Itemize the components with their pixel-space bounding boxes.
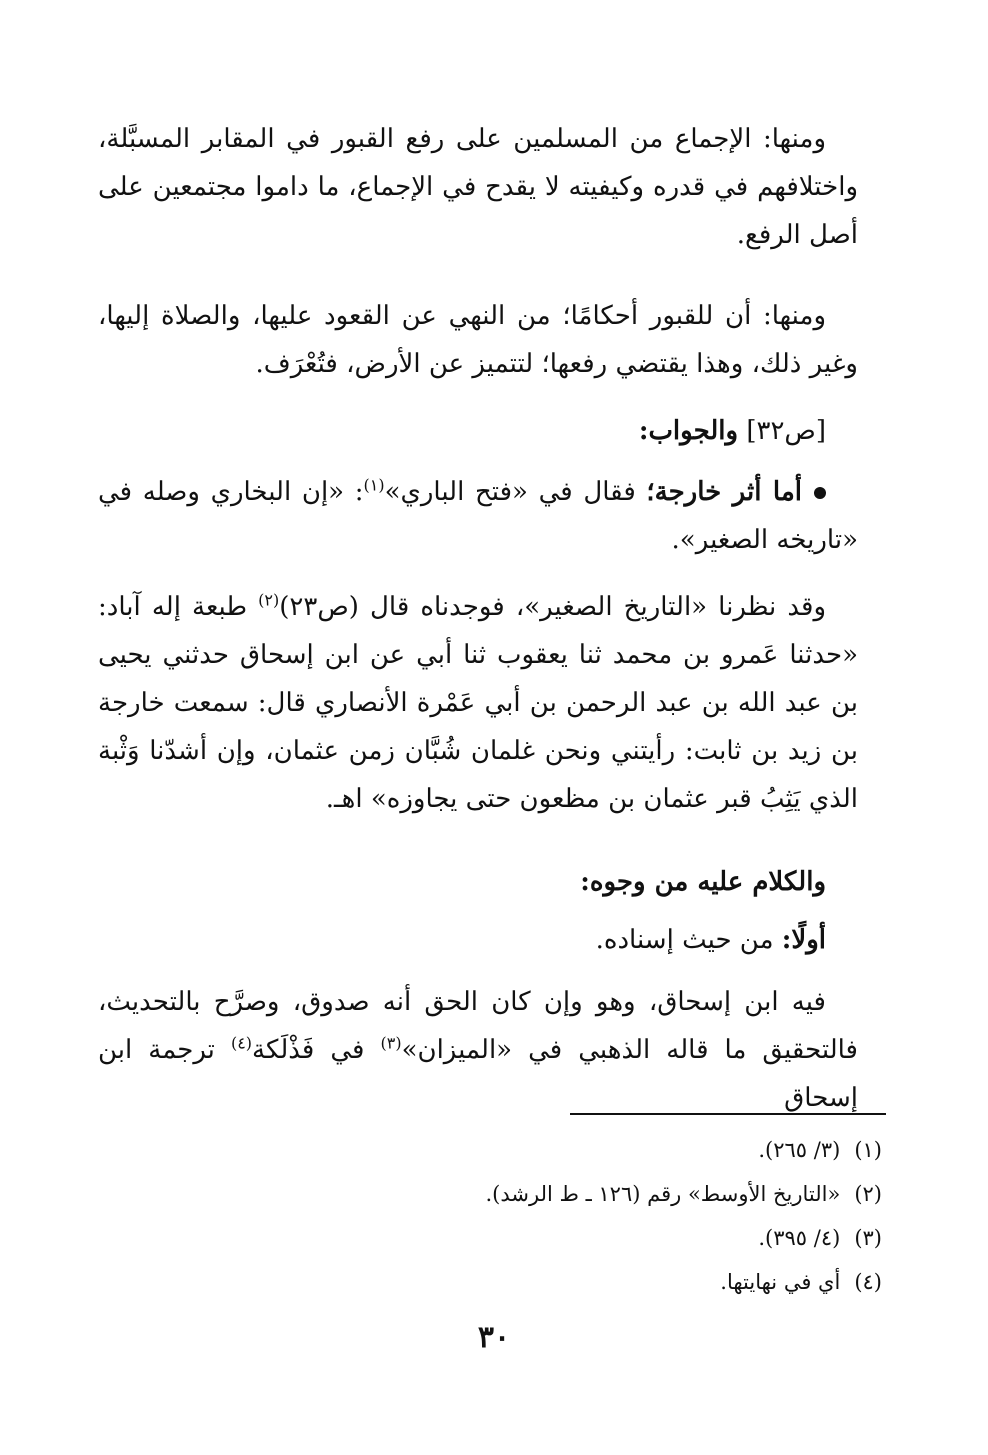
footnote-3 [122,1216,882,1260]
answer-label: والجواب: [638,416,739,446]
footnote-1 [122,1128,882,1172]
footnote-number: (٣) [854,1226,882,1250]
paragraph-text: ترجمة ابن إسحاق [98,1035,858,1113]
paragraph-text: ومنها: الإجماع من المسلمين على رفع القبور في المقابر المسبَّلة، واختلافهم في قدره وكيفيته لا يقدح في الإجماع، ما داموا مجتمعين على أصل الرفع. [98,124,858,250]
footnote-number: (١) [854,1138,882,1162]
paragraph-kharija [98,468,858,564]
first-label: أولًا: [781,925,826,955]
bullet-icon [814,487,826,499]
footnote-marker: (١) [363,475,385,495]
aspects-label: والكلام عليه من وجوه: [580,867,826,897]
paragraph-consensus [98,115,858,259]
footnote-text: (٤/ ٣٩٥). [758,1226,841,1250]
first-aspect [98,916,858,964]
page-number: ٣٠ [477,1320,511,1355]
paragraph-text: من حيث إسناده. [595,925,782,955]
footnote-marker: (٤) [230,1033,253,1053]
footnote-text: «التاريخ الأوسط» رقم (١٢٦ ـ ط الرشد). [485,1182,841,1206]
footnote-number: (٤) [854,1270,882,1294]
aspects-heading [98,858,858,906]
paragraph-text: : «إن البخاري وصله في «تاريخه الصغير». [98,477,858,555]
paragraph-text: وقد نظرنا «التاريخ الصغير»، فوجدناه قال (ص٢٣) [279,592,826,622]
paragraph-rulings [98,292,858,388]
paragraph-ibn-ishaq [98,978,858,1122]
paragraph-text: في فَذْلَكة [252,1035,381,1065]
footnote-marker: (٣) [380,1033,402,1053]
footnotes [122,1128,882,1304]
footnote-2 [122,1172,882,1216]
paragraph-text: ومنها: أن للقبور أحكامًا؛ من النهي عن القعود عليها، والصلاة إليها، وغير ذلك، وهذا يقتضي رفعها؛ لتتميز عن الأرض، فتُعْرَف. [98,301,858,379]
footnote-number: (٢) [854,1182,882,1206]
footnote-text: (٣/ ٢٦٥). [758,1138,841,1162]
paragraph-text: طبعة إله آباد: «حدثنا عَمرو بن محمد ثنا يعقوب ثنا أبي عن ابن إسحاق حدثني يحيى بن عبد الله بن عبد الرحمن بن أبي عَمْرة الأنصاري قال: سمعت خارجة بن زيد بن ثابت: رأيتني ونحن غلمان شُبَّان زمن عثمان، وإن أشدّنا وَثْبة الذي يَثِبُ قبر عثمان بن مظعون حتى يجاوزه» اهـ. [98,592,858,814]
page-reference: [ص٣٢] [746,416,826,446]
paragraph-text: فيه ابن إسحاق، وهو وإن كان الحق أنه صدوق، وصرَّح بالتحديث، فالتحقيق ما قاله الذهبي في «الميزان» [98,987,858,1065]
footnote-separator [570,1113,886,1115]
kharija-heading: أما أثر خارجة؛ [646,477,802,507]
footnote-marker: (٢) [258,590,280,610]
footnote-4 [122,1260,882,1304]
footnote-text: أي في نهايتها. [720,1270,841,1294]
answer-heading [98,407,858,455]
paragraph-text: فقال في «فتح الباري» [384,477,647,507]
paragraph-tarikh [98,583,858,823]
